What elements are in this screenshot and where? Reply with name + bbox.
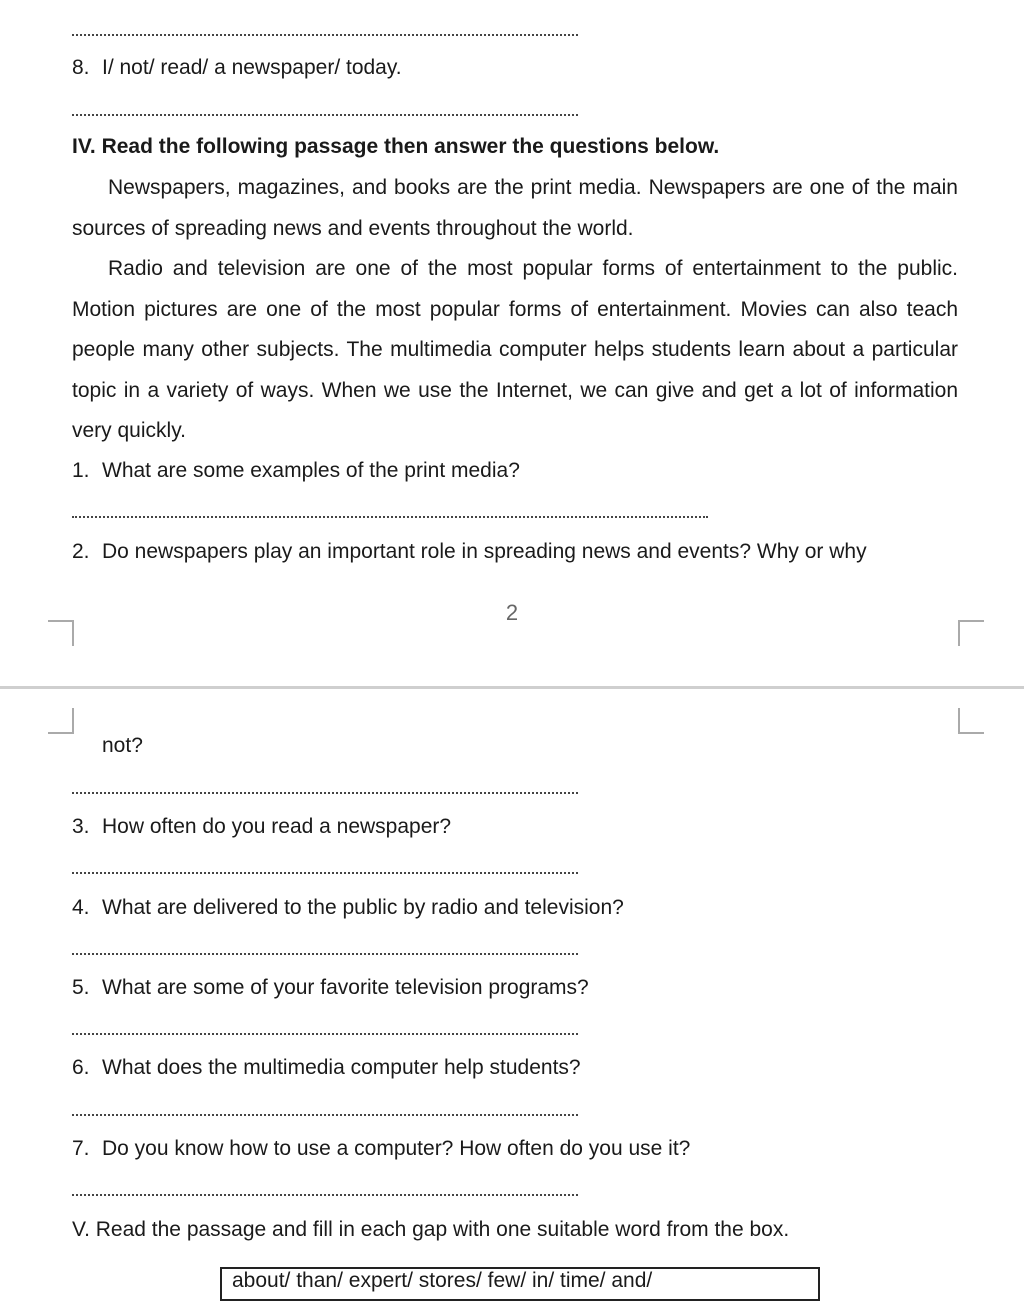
passage-paragraph-1: Newspapers, magazines, and books are the print media. Newspapers are one of the main sources of spreading news and events throughout the world.: [72, 176, 958, 240]
page-number: 2: [505, 600, 519, 625]
question-text: What does the multimedia computer help students?: [102, 1056, 581, 1079]
page-separator: [0, 686, 1024, 689]
crop-mark: [958, 620, 984, 646]
section-iv-heading: IV. Read the following passage then answer the questions below.: [72, 135, 720, 158]
answer-line[interactable]: [72, 112, 578, 116]
question-5: [72, 968, 958, 1008]
answer-line[interactable]: [72, 1031, 578, 1035]
question-text: Do newspapers play an important role in spreading news and events? Why or why: [102, 540, 867, 563]
question-text: What are some of your favorite television programs?: [102, 976, 589, 999]
answer-line[interactable]: [72, 1192, 578, 1196]
question-number: 4.: [72, 896, 90, 919]
question-4: [72, 888, 958, 928]
question-2: [72, 532, 958, 572]
crop-mark: [958, 708, 984, 734]
word-box: about/ than/ expert/ stores/ few/ in/ time/ and/: [220, 1267, 820, 1301]
question-text: Do you know how to use a computer? How often do you use it?: [102, 1137, 691, 1160]
crop-mark: [48, 708, 74, 734]
question-text: How often do you read a newspaper?: [102, 815, 452, 838]
question-number: 3.: [72, 815, 90, 838]
crop-mark: [48, 620, 74, 646]
question-number: 6.: [72, 1056, 90, 1079]
exercise-item-8: [72, 48, 958, 88]
question-number: 5.: [72, 976, 90, 999]
item-number: 8.: [72, 56, 90, 79]
question-2-continuation: not?: [102, 734, 143, 757]
question-6: [72, 1048, 958, 1088]
question-text: What are delivered to the public by radio and television?: [102, 896, 624, 919]
question-7: [72, 1129, 958, 1169]
passage-paragraph-2: Radio and television are one of the most popular forms of entertainment to the public. Motion pictures are one of the most popular forms of entertainment. Movies can also teach people many other subjects. The multimedia computer helps students learn about a particular topic in a variety of ways. When we use the Internet, we can give and get a lot of information very quickly.: [72, 257, 958, 442]
question-text: What are some examples of the print media?: [102, 459, 520, 482]
answer-line[interactable]: [72, 32, 578, 36]
answer-line[interactable]: [72, 1112, 578, 1116]
question-number: 2.: [72, 540, 90, 563]
section-v-heading: V. Read the passage and fill in each gap with one suitable word from the box.: [72, 1218, 790, 1241]
question-number: 7.: [72, 1137, 90, 1160]
question-number: 1.: [72, 459, 90, 482]
answer-line[interactable]: [72, 951, 578, 955]
answer-line[interactable]: [72, 790, 578, 794]
question-3: [72, 807, 958, 847]
answer-line[interactable]: [72, 870, 578, 874]
answer-line[interactable]: [72, 514, 708, 518]
item-text: I/ not/ read/ a newspaper/ today.: [102, 56, 402, 79]
question-1: [72, 451, 958, 491]
